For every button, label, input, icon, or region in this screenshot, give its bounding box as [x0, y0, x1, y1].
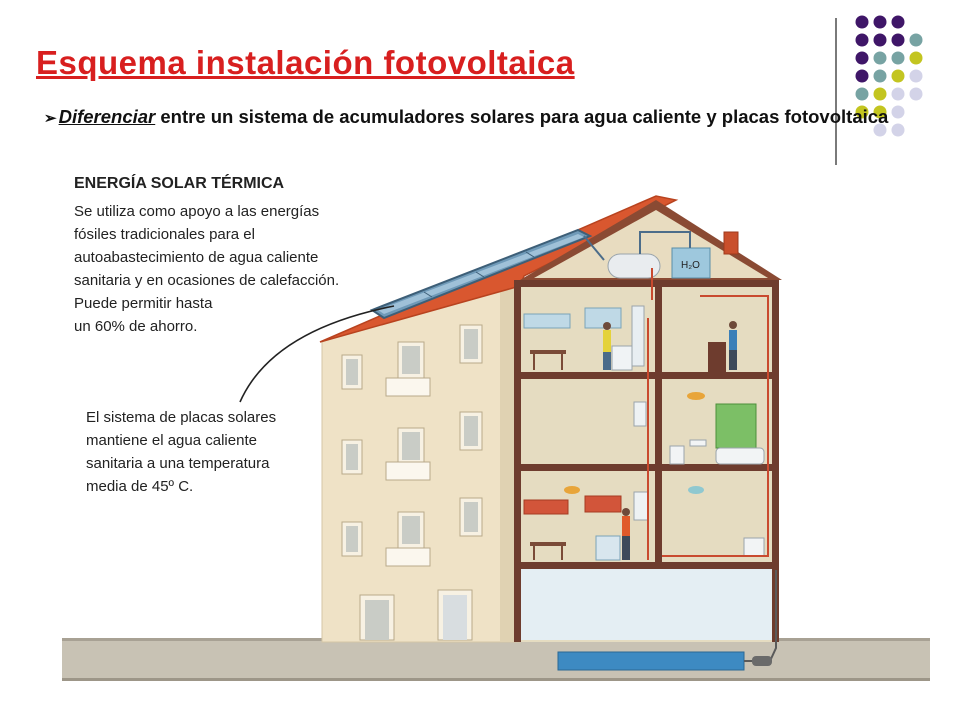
underground-tank: [558, 652, 744, 670]
basement: [521, 569, 772, 640]
diagram-description: [74, 203, 339, 335]
desc-line: Puede permitir hasta: [74, 295, 213, 312]
desc-line: un 60% de ahorro.: [74, 318, 198, 335]
desc-line: autoabastecimiento de agua caliente: [74, 249, 319, 266]
decorative-dot: [910, 88, 923, 101]
decorative-dot: [910, 34, 923, 47]
bullet-text: entre un sistema de acumuladores solares para agua caliente y placas fotovoltaica: [155, 106, 889, 127]
pump: [752, 656, 772, 666]
decorative-dot: [856, 52, 869, 65]
callout-line: sanitaria a una temperatura: [86, 455, 270, 472]
decorative-dot: [892, 16, 905, 29]
decorative-dot: [856, 16, 869, 29]
decorative-dot: [892, 34, 905, 47]
decorative-dot: [874, 34, 887, 47]
floor-slab-3: [514, 464, 779, 471]
callout-line: media de 45º C.: [86, 478, 194, 495]
decorative-dot: [874, 52, 887, 65]
decorative-dot: [892, 70, 905, 83]
decorative-dot: [856, 88, 869, 101]
decorative-dot: [892, 52, 905, 65]
floor-slab-1: [514, 280, 779, 287]
bullet-arrow-icon: ➢: [44, 110, 57, 127]
decorative-dot: [856, 70, 869, 83]
decorative-dot: [874, 70, 887, 83]
decorative-dot: [856, 34, 869, 47]
slide-title: Esquema instalación fotovoltaica: [36, 44, 575, 81]
decorative-dot: [892, 88, 905, 101]
diagram-heading: ENERGÍA SOLAR TÉRMICA: [74, 175, 285, 192]
tank-label: H₂O: [681, 260, 700, 271]
callout-text: [86, 409, 276, 495]
desc-line: Se utiliza como apoyo a las energías: [74, 203, 320, 220]
bullet-point: [44, 103, 924, 132]
floor-slab-4: [514, 562, 779, 569]
boiler-room: [634, 402, 646, 426]
outer-wall-left: [514, 282, 521, 642]
desc-line: sanitaria y en ocasiones de calefacción.: [74, 272, 340, 289]
ground-edge: [62, 678, 930, 681]
ground-strip: [62, 640, 930, 678]
callout-line: mantiene el agua caliente: [86, 432, 257, 449]
decorative-dot: [874, 88, 887, 101]
floor-slab-2: [514, 372, 779, 379]
bullet-emphasis: Diferenciar: [58, 106, 156, 127]
decorative-dot: [874, 16, 887, 29]
chimney: [724, 232, 738, 254]
center-wall: [655, 282, 662, 568]
decorative-dot: [910, 70, 923, 83]
callout-line: El sistema de placas solares: [86, 409, 277, 426]
desc-line: fósiles tradicionales para el: [74, 226, 255, 243]
decorative-dot: [910, 52, 923, 65]
